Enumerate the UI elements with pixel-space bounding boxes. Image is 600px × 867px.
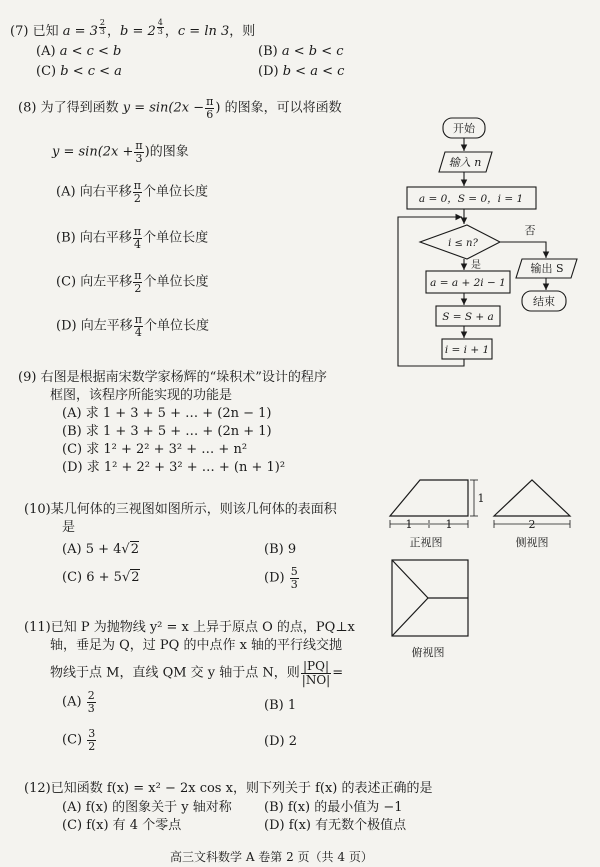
q8-option-a-num: π <box>133 179 141 192</box>
q11-frac-den: |NO| <box>301 672 331 687</box>
q11-number: (11) <box>24 620 51 635</box>
q11-option-b-text: 1 <box>287 698 297 713</box>
top-view-label: 俯视图 <box>411 646 445 659</box>
q8-func2-close: ) <box>144 144 150 160</box>
q7-a-exp-num: 2 <box>99 18 105 27</box>
q11-option-a-den: 3 <box>87 701 95 715</box>
q12-option-d[interactable] <box>264 818 406 834</box>
q12-option-c[interactable] <box>62 818 181 834</box>
q8-func1-num: π <box>206 95 214 108</box>
q10-stem-line2: 是 <box>62 520 76 535</box>
q8-func1-den: 6 <box>206 107 214 121</box>
flow-input: 输入 n <box>448 156 482 169</box>
q10-option-d-num: 5 <box>290 565 298 578</box>
q9-option-a[interactable] <box>62 406 271 422</box>
q12-option-b-label: (B) <box>264 800 284 815</box>
q11-option-b-label: (B) <box>264 698 284 713</box>
q12-option-d-text: f(x) 有无数个极值点 <box>288 818 407 833</box>
front-view-label: 正视图 <box>409 536 443 549</box>
q7-option-a[interactable] <box>36 44 121 60</box>
three-view-figure <box>384 468 596 664</box>
q11-option-a[interactable] <box>62 690 97 714</box>
dim-width-1b: 1 <box>445 518 453 531</box>
q11-line1-text: 已知 P 为抛物线 y² = x 上异于原点 O 的点，PQ⊥x <box>50 620 355 635</box>
q10-stem-line1 <box>24 502 337 518</box>
q7-c: c = ln 3 <box>177 24 230 40</box>
dim-width-1a: 1 <box>405 518 413 531</box>
flow-no-label: 否 <box>524 224 536 237</box>
q9-option-c-label: (C) <box>62 442 83 457</box>
q12-option-b-text: f(x) 的最小值为 −1 <box>287 800 403 815</box>
q7-a-exp-den: 3 <box>99 27 105 37</box>
q11-option-c-label: (C) <box>62 732 83 748</box>
q12-option-a-text: f(x) 的图象关于 y 轴对称 <box>85 800 232 815</box>
flow-step2: S = S + a <box>442 311 494 323</box>
q7-option-d[interactable] <box>258 64 344 80</box>
q8-option-a-label: (A) <box>56 184 76 200</box>
q8-func1-close: ) <box>215 100 221 116</box>
page-footer: 高三文科数学 A 卷第 2 页（共 4 页） <box>170 850 373 864</box>
flow-step3: i = i + 1 <box>444 344 490 356</box>
q8-option-a[interactable] <box>56 180 208 204</box>
q7-option-b[interactable] <box>258 44 344 60</box>
q12-option-d-label: (D) <box>264 818 285 833</box>
flow-cond: i ≤ n? <box>448 238 478 249</box>
q11-line1 <box>24 620 355 636</box>
q8-option-c-label: (C) <box>56 274 77 290</box>
dim-width-2: 2 <box>528 518 536 531</box>
q8-option-b-num: π <box>133 225 142 238</box>
q11-option-a-label: (A) <box>62 694 82 710</box>
q9-number: (9) <box>18 370 37 385</box>
q8-option-d-den: 4 <box>134 325 142 339</box>
q8-number: (8) <box>18 100 37 116</box>
q11-option-d[interactable] <box>264 734 297 750</box>
q7-option-a-text: a < c < b <box>59 44 122 59</box>
q11-line3-pre: 物线于点 M，直线 QM 交 y 轴于点 N，则 <box>50 665 300 681</box>
q10-option-a-text: 5 + 4 <box>85 542 122 557</box>
q7-option-d-text: b < a < c <box>282 64 345 79</box>
q8-option-c-den: 2 <box>134 281 142 295</box>
q8-stem-part1: 为了得到函数 <box>40 100 119 116</box>
q8-stem <box>18 96 342 120</box>
top-view-inner-left <box>392 560 428 636</box>
q10-option-a[interactable]: (A) 5 + 4√2 <box>62 542 139 557</box>
q9-option-a-text: 求 1 + 3 + 5 + … + (2n − 1) <box>85 406 272 421</box>
q10-option-d[interactable] <box>264 566 300 590</box>
q8-option-d-post: 个单位长度 <box>143 318 209 334</box>
q11-option-a-num: 2 <box>87 689 95 702</box>
q8-option-a-post: 个单位长度 <box>142 184 208 200</box>
q10-option-b-label: (B) <box>264 542 284 557</box>
q8-func2-line <box>52 140 189 164</box>
q10-option-c[interactable]: (C) 6 + 5√2 <box>62 570 140 585</box>
q10-option-a-root: 2 <box>130 542 139 557</box>
q7-option-d-label: (D) <box>258 64 279 79</box>
side-view-shape <box>494 480 570 516</box>
q7-b-exp-den: 3 <box>157 27 163 37</box>
q9-option-b-label: (B) <box>62 424 82 439</box>
q7-stem-suffix: ，则 <box>229 24 256 40</box>
q9-option-d[interactable] <box>62 460 285 476</box>
q7-option-b-label: (B) <box>258 44 278 59</box>
q11-line3-post: = <box>332 665 344 681</box>
q10-number: (10) <box>24 502 51 517</box>
q10-stem-line1-text: 某几何体的三视图如图所示，则该几何体的表面积 <box>50 502 337 517</box>
q8-option-d[interactable] <box>56 314 209 338</box>
q7-b: b = 2 <box>120 24 156 40</box>
front-view-shape <box>390 480 468 516</box>
q8-option-c-pre: 向左平移 <box>80 274 133 290</box>
q8-option-b-post: 个单位长度 <box>143 230 209 246</box>
q8-option-d-label: (D) <box>56 318 77 334</box>
q7-option-c-text: b < c < a <box>60 64 122 79</box>
q8-option-b-label: (B) <box>56 230 76 246</box>
q12-stem <box>24 781 433 797</box>
q9-stem-line1-text: 右图是根据南宋数学家杨辉的“垛积术”设计的程序 <box>40 370 327 385</box>
q9-option-c-text: 求 1² + 2² + 3² + … + n² <box>86 442 248 457</box>
q11-option-b[interactable] <box>264 698 296 714</box>
q10-option-b-text: 9 <box>287 542 297 557</box>
q8-func2: y = sin(2x + <box>52 144 134 160</box>
q8-func1: y = sin(2x − <box>122 100 205 116</box>
q8-option-b-pre: 向右平移 <box>79 230 132 246</box>
q10-option-c-label: (C) <box>62 570 83 585</box>
q12-stem-text: 已知函数 f(x) = x² − 2x cos x，则下列关于 f(x) 的表述正确的是 <box>50 781 433 796</box>
q11-option-d-label: (D) <box>264 734 285 749</box>
q7-option-b-text: a < b < c <box>281 44 344 59</box>
q8-option-b[interactable] <box>56 226 208 250</box>
q7-b-exp-num: 4 <box>157 18 163 27</box>
dim-height-1: 1 <box>477 492 485 505</box>
q10-option-c-root: 2 <box>131 570 140 585</box>
q8-func2-den: 3 <box>135 151 143 165</box>
q10-option-b[interactable] <box>264 542 296 558</box>
flow-start: 开始 <box>453 122 475 135</box>
q11-option-d-text: 2 <box>288 734 297 749</box>
q11-option-c-num: 3 <box>88 727 96 740</box>
q9-stem-line1 <box>18 370 327 386</box>
flow-end: 结束 <box>533 295 555 308</box>
q12-option-a-label: (A) <box>62 800 82 815</box>
q8-option-c-post: 个单位长度 <box>143 274 209 290</box>
q8-option-c[interactable] <box>56 270 209 294</box>
flow-init: a = 0，S = 0，i = 1 <box>418 193 524 205</box>
q9-stem-line2: 框图，该程序所能实现的功能是 <box>50 388 233 403</box>
q9-option-d-text: 求 1² + 2² + 3² + … + (n + 1)² <box>86 460 286 475</box>
q10-option-d-den: 3 <box>290 577 298 591</box>
q9-option-c[interactable] <box>62 442 247 458</box>
q10-option-d-label: (D) <box>264 570 285 586</box>
q12-number: (12) <box>24 781 51 796</box>
q12-option-c-text: f(x) 有 4 个零点 <box>86 818 182 833</box>
flowchart <box>390 110 590 372</box>
q8-stem-part3: 的图象 <box>149 144 189 160</box>
q8-option-a-den: 2 <box>133 191 141 205</box>
flow-yes-label: 是 <box>471 260 481 271</box>
q9-option-d-label: (D) <box>62 460 83 475</box>
q7-option-a-label: (A) <box>36 44 56 59</box>
q7-a: a = 3 <box>62 24 98 40</box>
q7-stem-prefix: 已知 <box>32 24 59 40</box>
q8-stem-part2: 的图象，可以将函数 <box>224 100 342 116</box>
q7-number: (7) <box>10 24 29 40</box>
q9-option-b-text: 求 1 + 3 + 5 + … + (2n + 1) <box>85 424 272 439</box>
q11-line3 <box>50 660 343 686</box>
q11-line2: 轴，垂足为 Q，过 PQ 的中点作 x 轴的平行线交抛 <box>50 638 343 653</box>
q11-option-c-den: 2 <box>88 739 96 753</box>
q9-option-a-label: (A) <box>62 406 82 421</box>
q12-option-c-label: (C) <box>62 818 83 833</box>
q8-option-b-den: 4 <box>133 237 141 251</box>
q8-option-a-pre: 向右平移 <box>79 184 132 200</box>
q7-stem: (7) 已知 a = 3 $^{\frac{2}{3}}$ ，b = 2 $^{\frac{4}{3}}$ ，c = ln 3，则 <box>10 18 256 40</box>
q12-option-b[interactable] <box>264 800 403 816</box>
flow-output: 输出 S <box>530 262 564 275</box>
q10-option-a-label: (A) <box>62 542 82 557</box>
q8-func2-num: π <box>135 139 143 152</box>
flow-step1: a = a + 2i − 1 <box>430 277 506 289</box>
q9-option-b[interactable] <box>62 424 272 440</box>
q7-option-c-label: (C) <box>36 64 57 79</box>
q11-frac-num: |PQ| <box>301 660 331 674</box>
q8-option-c-num: π <box>134 269 142 282</box>
flow-arrow-cond-no <box>500 242 546 258</box>
q12-option-a[interactable] <box>62 800 232 816</box>
q7-option-c[interactable] <box>36 64 122 80</box>
q11-option-c[interactable] <box>62 728 97 752</box>
q8-option-d-pre: 向左平移 <box>80 318 133 334</box>
q10-option-c-text: 6 + 5 <box>86 570 122 585</box>
side-view-label: 侧视图 <box>515 536 549 549</box>
q8-option-d-num: π <box>134 313 142 326</box>
